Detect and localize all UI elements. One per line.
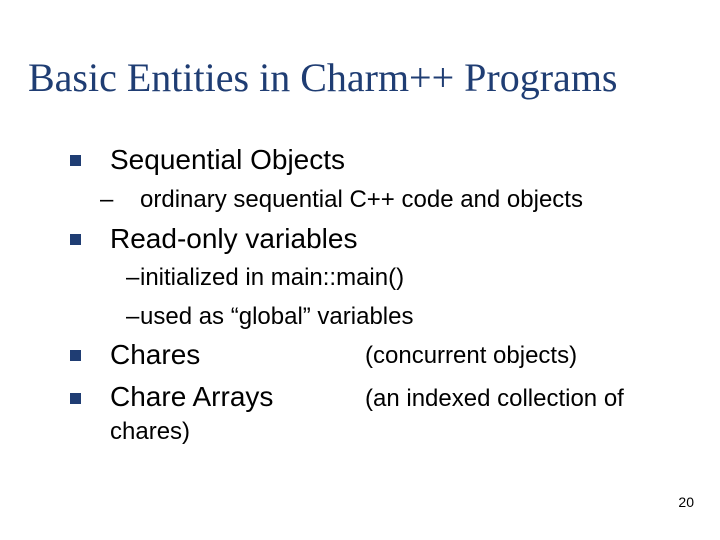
dash-marker: – — [100, 186, 114, 213]
bullet-label: Chare Arrays — [110, 381, 274, 412]
dash-marker: – — [126, 303, 140, 330]
square-bullet-icon — [70, 393, 81, 404]
bullet-note-continuation: chares) — [110, 418, 191, 445]
bullet-label: Sequential Objects — [110, 144, 346, 175]
dash-marker: – — [126, 264, 140, 291]
bullet-note: (concurrent objects) — [365, 342, 578, 369]
slide-title: Basic Entities in Charm++ Programs — [28, 55, 618, 100]
square-bullet-icon — [70, 155, 81, 166]
sub-bullet-text: used as “global” variables — [140, 303, 414, 330]
square-bullet-icon — [70, 234, 81, 245]
bullet-label: Read-only variables — [110, 223, 358, 254]
sub-bullet-text: ordinary sequential C++ code and objects — [140, 186, 583, 213]
page-number: 20 — [678, 494, 694, 510]
sub-bullet-text: initialized in main::main() — [140, 264, 405, 291]
square-bullet-icon — [70, 350, 81, 361]
bullet-note: (an indexed collection of — [365, 385, 624, 412]
bullet-label: Chares — [110, 339, 201, 370]
